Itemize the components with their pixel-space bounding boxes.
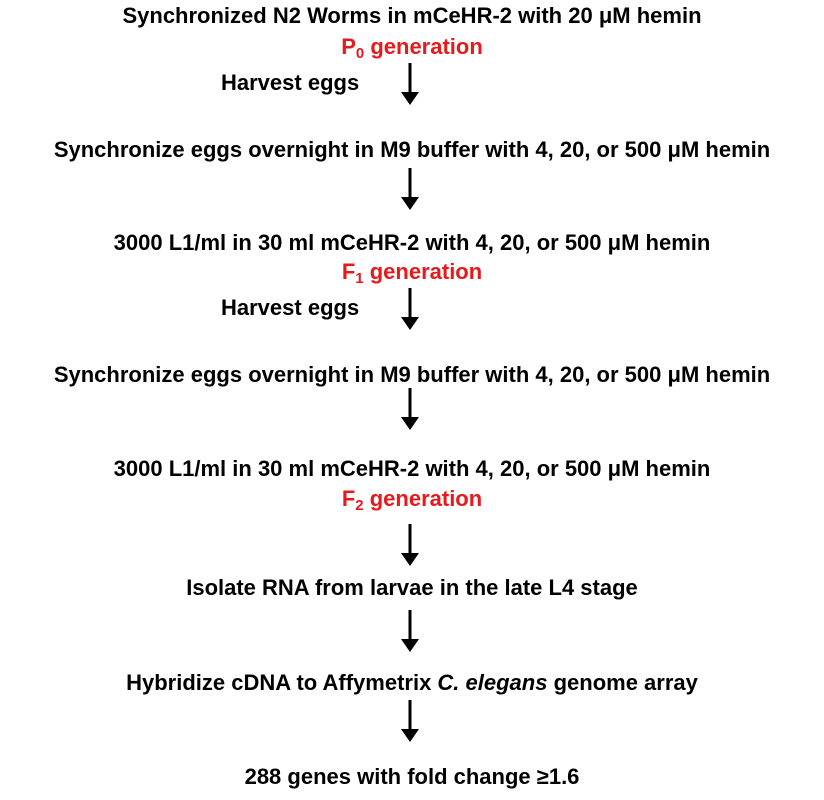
f2-generation-label: $F_2$ generation: [341, 486, 483, 514]
step-culture-1: 3000 L1/ml in 30 ml mCeHR-2 with 4, 20, or 500 μM hemin: [113, 230, 711, 255]
step-synchronize-2: Synchronize eggs overnight in M9 buffer with 4, 20, or 500 μM hemin: [53, 362, 771, 387]
down-arrow-icon: [398, 286, 422, 332]
down-arrow-icon: [398, 166, 422, 212]
p0-generation-label: $P_0$ generation: [341, 34, 483, 62]
step-result: 288 genes with fold change ≥1.6: [244, 764, 580, 789]
harvest-eggs-label-1: Harvest eggs: [221, 70, 360, 95]
down-arrow-icon: [398, 608, 422, 654]
species-name: C. elegans: [437, 670, 548, 695]
step-culture-2: 3000 L1/ml in 30 ml mCeHR-2 with 4, 20, or 500 μM hemin: [113, 456, 711, 481]
step-hybridize: Hybridize cDNA to Affymetrix C. elegans genome array: [126, 670, 698, 695]
down-arrow-icon: [398, 386, 422, 432]
step-start: Synchronized N2 Worms in mCeHR-2 with 20 μM hemin: [122, 3, 702, 28]
f1-generation-label: $F_1$ generation: [341, 259, 483, 287]
down-arrow-icon: [398, 61, 422, 107]
harvest-eggs-label-2: Harvest eggs: [221, 295, 360, 320]
step-synchronize-1: Synchronize eggs overnight in M9 buffer with 4, 20, or 500 μM hemin: [53, 137, 771, 162]
down-arrow-icon: [398, 522, 422, 568]
step-isolate-rna: Isolate RNA from larvae in the late L4 stage: [186, 575, 638, 600]
down-arrow-icon: [398, 698, 422, 744]
